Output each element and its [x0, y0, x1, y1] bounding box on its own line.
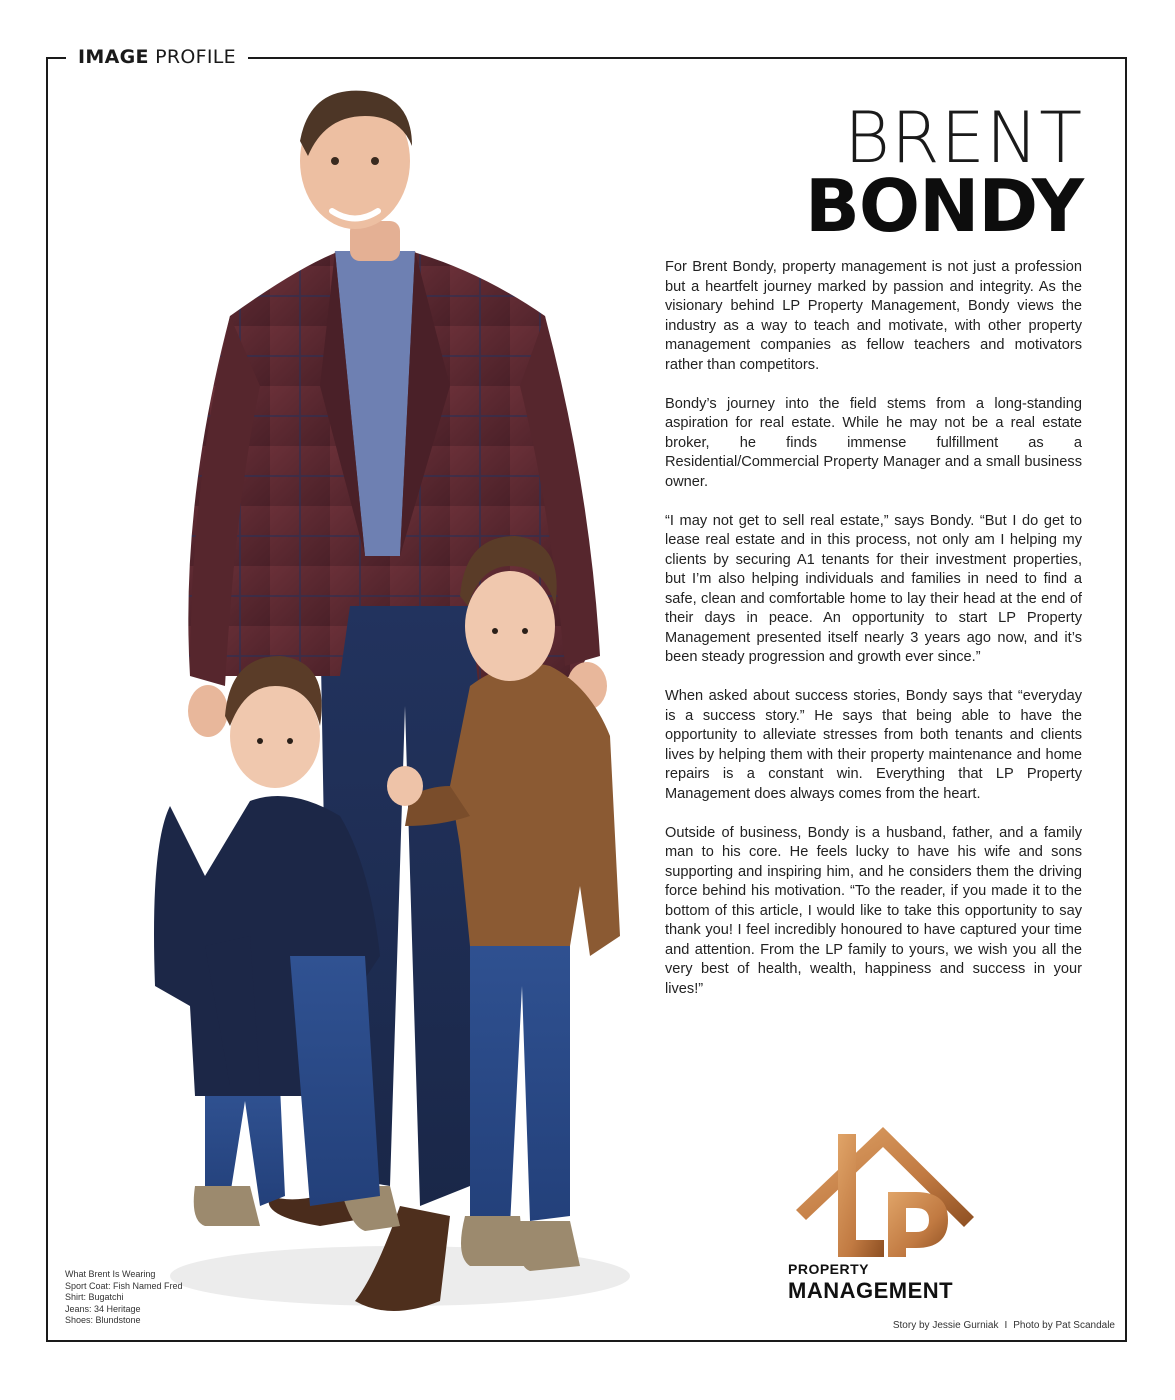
photo-credit: Photo by Pat Scandale	[1013, 1320, 1115, 1331]
wardrobe-item: Jeans: 34 Heritage	[65, 1303, 141, 1314]
byline	[893, 1320, 1115, 1331]
wardrobe-item: Sport Coat: Fish Named Fred	[65, 1280, 183, 1291]
story-credit: Story by Jessie Gurniak	[892, 1320, 999, 1331]
article-paragraph: For Brent Bondy, property management is not just a profession but a heartfelt journey marked by passion and integrity. As the visionary behind LP Property Management, Bondy views the industry as a way to teach and motivate, with other property management companies as fellow teachers and motivators rather than competitors.	[665, 259, 1082, 373]
name-last: BONDY	[804, 164, 1083, 248]
article-paragraph: Outside of business, Bondy is a husband, father, and a family man to his core. He feels lucky to have his wife and sons supporting and inspiring him, and he considers them the driving force behind his motivation. “To the reader, if you made it to the bottom of this article, I would like to take this opportunity to say thank you! I feel incredibly honoured to have captured your time and attention. From the LP family to yours, we wish you all the very best of health, wealth, happiness and success in your lives!”	[665, 824, 1082, 997]
name-first: BRENT	[844, 97, 1083, 179]
section-label	[66, 44, 248, 70]
wardrobe-item: Shirt: Bugatchi	[65, 1292, 124, 1302]
article-body	[665, 258, 1082, 1019]
profile-photo	[150, 86, 630, 1326]
section-label-rest: PROFILE	[155, 46, 236, 68]
article-paragraph: Bondy’s journey into the field stems from a long-standing aspiration for real estate. While he may not be a real estate broker, he finds immense fulfillment as a Residential/Commercial Property Manager and a small business owner.	[665, 395, 1082, 490]
article-paragraph: When asked about success stories, Bondy says that “everyday is a success story.” He says that being able to have the opportunity to alleviate stresses from both tenants and clients lives by helping them with their property maintenance and home repairs is a constant win. Everything that LP Property Management does always comes from the heart.	[665, 688, 1082, 802]
section-label-bold: IMAGE	[78, 46, 149, 68]
article-paragraph: “I may not get to sell real estate,” says Bondy. “But I do get to lease real estate and in this process, not only am I helping my clients by securing A1 tenants for their investment properties, but I’m also helping individuals and families in need to find a safe, clean and comfortable home to lay their head at the end of their days in peace. An opportunity to start LP Property Management presented itself nearly 3 years ago now, and it’s been steady progression and growth ever since.”	[665, 512, 1082, 665]
wardrobe-credits	[65, 1269, 183, 1327]
logo-word-management: MANAGEMENT	[788, 1278, 954, 1303]
byline-separator: I	[1004, 1320, 1008, 1331]
wardrobe-item: Shoes: Blundstone	[65, 1315, 141, 1325]
wardrobe-heading: What Brent Is Wearing	[65, 1269, 156, 1279]
logo-word-property: PROPERTY	[788, 1261, 870, 1277]
